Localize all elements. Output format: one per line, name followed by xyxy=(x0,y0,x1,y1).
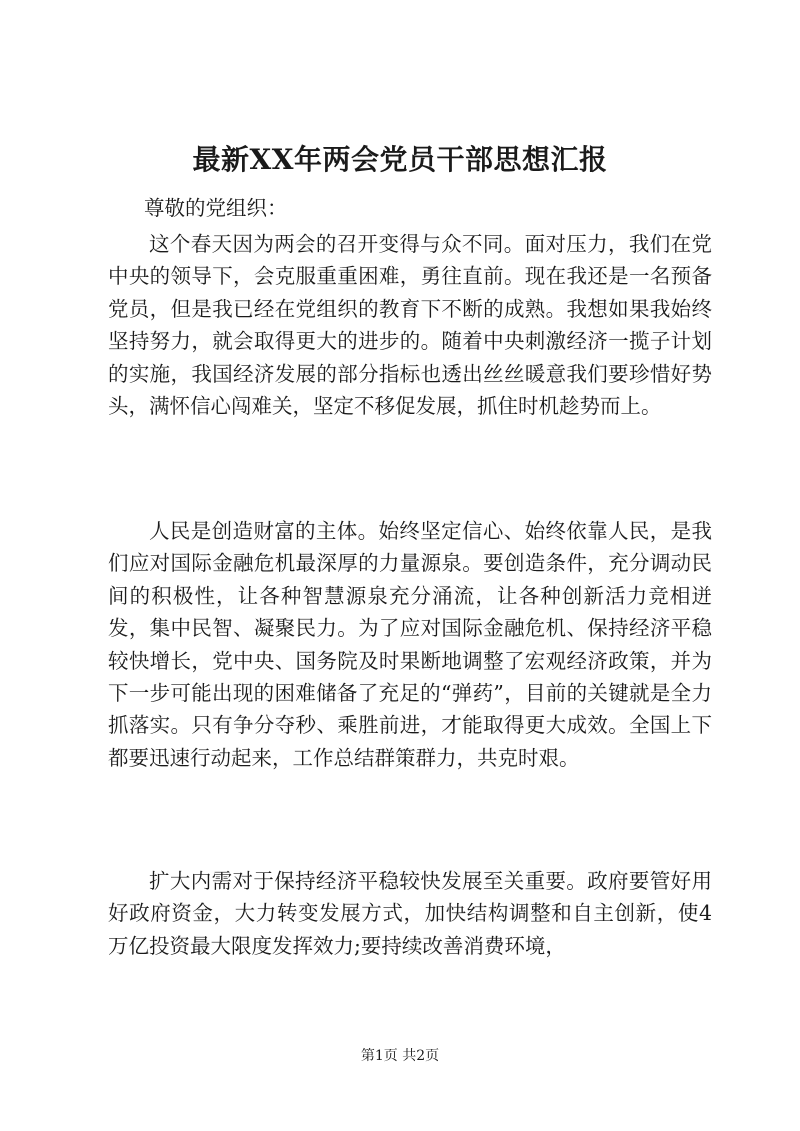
paragraph-2: 人民是创造财富的主体。始终坚定信心、始终依靠人民，是我们应对国际金融危机最深厚的力量源泉。要创造条件，充分调动民间的积极性，让各种智慧源泉充分涌流，让各种创新活力竞相迸发，集中民智、凝聚民力。为了应对国际金融危机、保持经济平稳较快增长，党中央、国务院及时果断地调整了宏观经济政策，并为下一步可能出现的困难储备了充足的“弹药”，目前的关键就是全力抓落实。只有争分夺秒、乘胜前进，才能取得更大成效。全国上下都要迅速行动起来，工作总结群策群力，共克时艰。 xyxy=(108,519,712,770)
salutation: 尊敬的党组织： xyxy=(144,196,288,220)
document-title: 最新XX年两会党员干部思想汇报 xyxy=(192,143,608,176)
page-footer: 第1页 共2页 xyxy=(360,1048,440,1064)
paragraph-1: 这个春天因为两会的召开变得与众不同。面对压力，我们在党中央的领导下，会克服重重困难，勇往直前。现在我还是一名预备党员，但是我已经在党组织的教育下不断的成熟。我想如果我始终坚持努力，就会取得更大的进步的。随着中央刺激经济一揽子计划的实施，我国经济发展的部分指标也透出丝丝暖意我们要珍惜好势头，满怀信心闯难关，坚定不移促发展，抓住时机趁势而上。 xyxy=(108,232,712,419)
paragraph-3: 扩大内需对于保持经济平稳较快发展至关重要。政府要管好用好政府资金，大力转变发展方式，加快结构调整和自主创新，使4万亿投资最大限度发挥效力;要持续改善消费环境， xyxy=(108,869,712,958)
